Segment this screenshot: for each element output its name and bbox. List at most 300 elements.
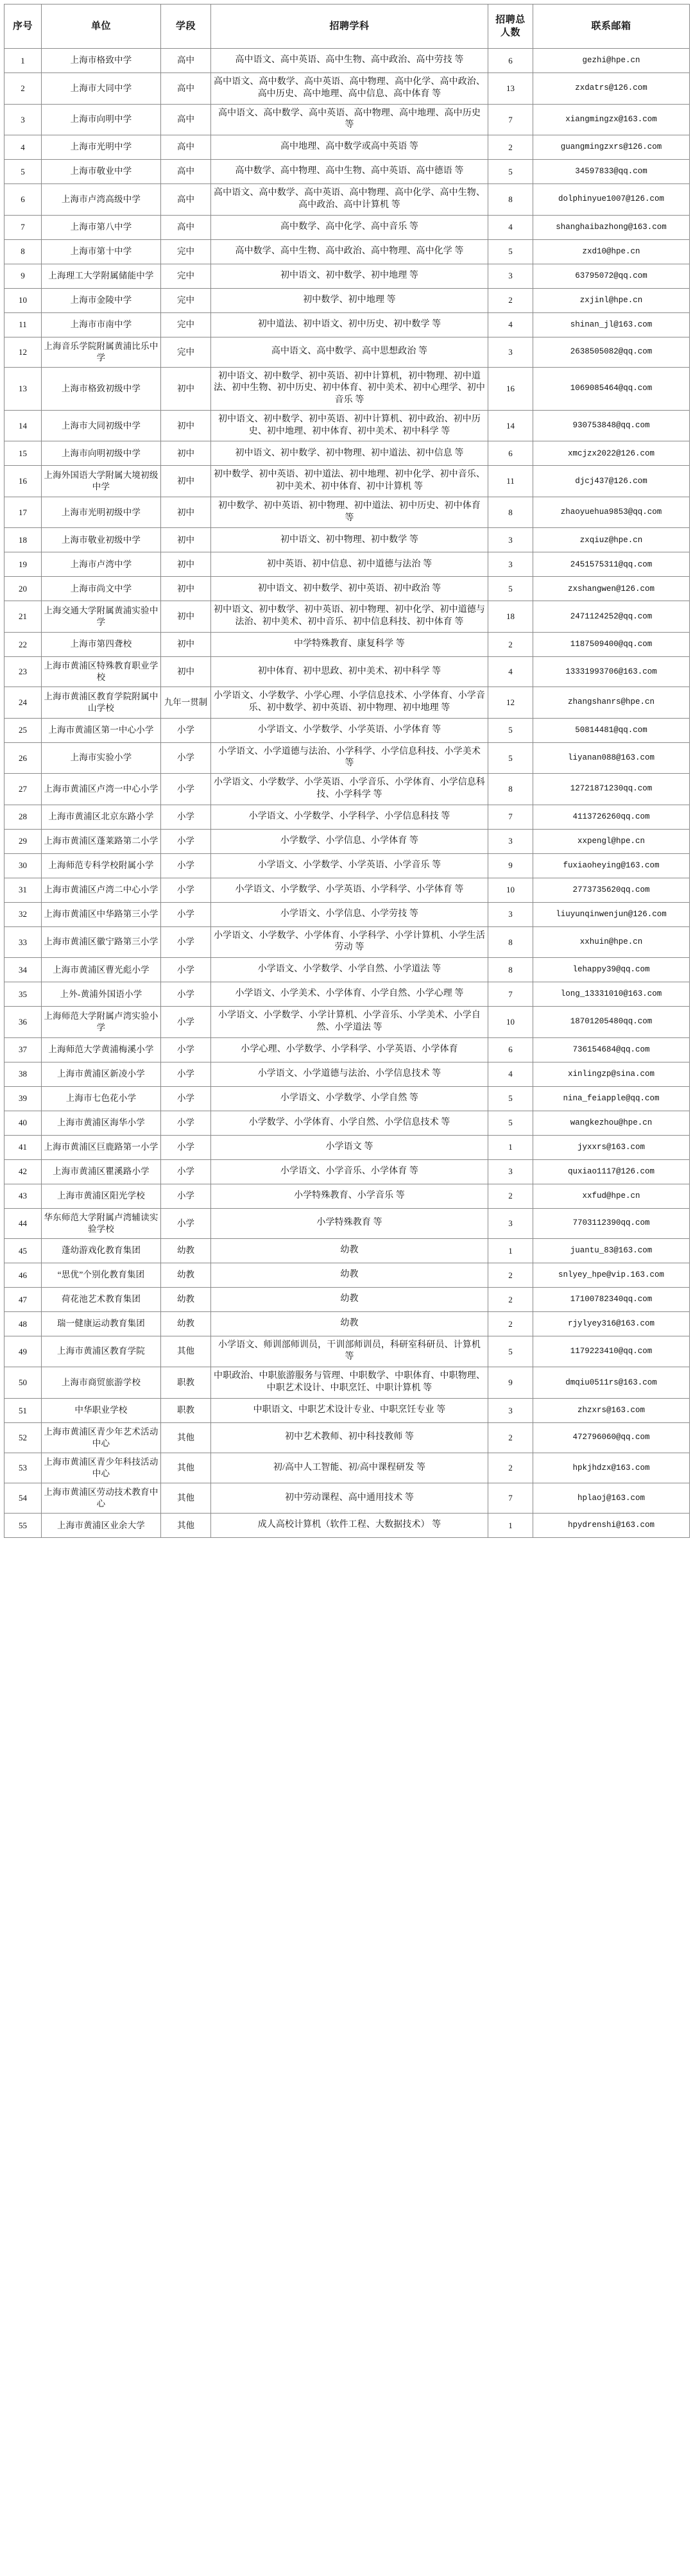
table-row (4, 466, 690, 497)
column-header-email: 联系邮箱 (533, 4, 690, 49)
cell-email: shinan_jl@163.com (533, 312, 690, 337)
cell-subject: 中学特殊教育、康复科学 等 (211, 632, 488, 656)
cell-subject: 成人高校计算机（软件工程、大数据技术） 等 (211, 1514, 488, 1538)
table-row (4, 656, 690, 687)
cell-unit: 上海市格致初级中学 (42, 367, 161, 410)
cell-unit: 上海市黄浦区劳动技术教育中心 (42, 1483, 161, 1514)
cell-unit: 上海市光明中学 (42, 135, 161, 160)
cell-email: rjylyey316@163.com (533, 1311, 690, 1336)
cell-seq: 44 (4, 1208, 42, 1238)
cell-count: 5 (488, 239, 533, 264)
cell-unit: 上海市大同初级中学 (42, 410, 161, 441)
cell-count: 2 (488, 288, 533, 312)
cell-stage: 小学 (161, 1062, 211, 1086)
cell-subject: 小学数学、小学信息、小学体育 等 (211, 829, 488, 853)
column-header-stage: 学段 (161, 4, 211, 49)
table-row (4, 1086, 690, 1111)
cell-seq: 27 (4, 774, 42, 805)
cell-subject: 高中语文、高中数学、高中英语、高中物理、高中化学、高中生物、高中政治、高中计算机 等 (211, 184, 488, 216)
cell-count: 7 (488, 982, 533, 1007)
table-row (4, 135, 690, 160)
cell-count: 10 (488, 1007, 533, 1038)
cell-subject: 中职语文、中职艺术设计专业、中职烹饪专业 等 (211, 1398, 488, 1422)
cell-subject: 小学语文、小学数学、小学自然 等 (211, 1086, 488, 1111)
cell-count: 5 (488, 160, 533, 184)
cell-seq: 47 (4, 1287, 42, 1311)
cell-email: guangmingzxrs@126.com (533, 135, 690, 160)
cell-seq: 42 (4, 1159, 42, 1184)
cell-count: 2 (488, 1184, 533, 1208)
cell-unit: 上海市黄浦区中华路第三小学 (42, 902, 161, 926)
cell-count: 1 (488, 1135, 533, 1159)
table-row (4, 774, 690, 805)
cell-count: 18 (488, 601, 533, 633)
cell-seq: 12 (4, 337, 42, 367)
cell-email: long_13331010@163.com (533, 982, 690, 1007)
cell-unit: 瑞一健康运动教育集团 (42, 1311, 161, 1336)
cell-stage: 小学 (161, 1184, 211, 1208)
cell-count: 3 (488, 528, 533, 552)
cell-subject: 初中艺术教师、初中科技教师 等 (211, 1422, 488, 1453)
table-row (4, 1263, 690, 1287)
cell-count: 5 (488, 742, 533, 774)
cell-email: 2471124252@qq.com (533, 601, 690, 633)
table-row (4, 1311, 690, 1336)
cell-subject: 初中语文、初中数学、初中地理 等 (211, 264, 488, 288)
table-row (4, 239, 690, 264)
cell-seq: 11 (4, 312, 42, 337)
cell-seq: 6 (4, 184, 42, 216)
cell-unit: 上海市黄浦区曹光彪小学 (42, 958, 161, 982)
cell-stage: 初中 (161, 497, 211, 528)
cell-stage: 初中 (161, 577, 211, 601)
cell-stage: 初中 (161, 552, 211, 577)
cell-email: zxshangwen@126.com (533, 577, 690, 601)
table-row (4, 1208, 690, 1238)
cell-email: zxdatrs@126.com (533, 73, 690, 105)
cell-email: 2638505082@qq.com (533, 337, 690, 367)
cell-seq: 30 (4, 853, 42, 878)
cell-unit: 上海市黄浦区巨鹿路第一小学 (42, 1135, 161, 1159)
cell-subject: 小学语文、小学数学、小学计算机、小学音乐、小学美术、小学自然、小学道法 等 (211, 1007, 488, 1038)
cell-count: 5 (488, 1111, 533, 1135)
table-row (4, 577, 690, 601)
cell-count: 7 (488, 104, 533, 135)
cell-email: xxfud@hpe.cn (533, 1184, 690, 1208)
cell-stage: 小学 (161, 742, 211, 774)
cell-count: 5 (488, 1086, 533, 1111)
cell-subject: 高中语文、高中数学、高中英语、高中物理、高中地理、高中历史 等 (211, 104, 488, 135)
cell-count: 3 (488, 552, 533, 577)
cell-unit: 上海市格致中学 (42, 49, 161, 73)
table-row (4, 73, 690, 105)
cell-subject: 小学语文、小学美术、小学体育、小学自然、小学心理 等 (211, 982, 488, 1007)
cell-subject: 初中语文、初中数学、初中英语、初中计算机、初中政治、初中历史、初中地理、初中体育、初中美术、初中科学 等 (211, 410, 488, 441)
table-row (4, 528, 690, 552)
cell-stage: 初中 (161, 656, 211, 687)
cell-count: 7 (488, 805, 533, 829)
cell-unit: 上海理工大学附属储能中学 (42, 264, 161, 288)
cell-stage: 九年一贯制 (161, 687, 211, 719)
cell-stage: 小学 (161, 718, 211, 742)
cell-subject: 小学语文、小学数学、小学英语、小学音乐、小学体育、小学信息科技、小学科学 等 (211, 774, 488, 805)
cell-count: 4 (488, 1062, 533, 1086)
cell-stage: 高中 (161, 49, 211, 73)
cell-email: xinlingzp@sina.com (533, 1062, 690, 1086)
cell-unit: 上海市黄浦区瞿溪路小学 (42, 1159, 161, 1184)
cell-email: hpkjhdzx@163.com (533, 1453, 690, 1483)
cell-count: 2 (488, 1263, 533, 1287)
cell-seq: 45 (4, 1238, 42, 1263)
cell-email: jyxxrs@163.com (533, 1135, 690, 1159)
cell-email: 7703112390qq.com (533, 1208, 690, 1238)
cell-seq: 40 (4, 1111, 42, 1135)
table-row (4, 337, 690, 367)
cell-seq: 38 (4, 1062, 42, 1086)
table-row (4, 367, 690, 410)
cell-stage: 小学 (161, 1208, 211, 1238)
cell-unit: 上海市黄浦区青少年科技活动中心 (42, 1453, 161, 1483)
cell-subject: 初中数学、初中地理 等 (211, 288, 488, 312)
column-header-count-line2: 人数 (500, 28, 520, 38)
cell-stage: 初中 (161, 601, 211, 633)
cell-seq: 28 (4, 805, 42, 829)
cell-stage: 其他 (161, 1336, 211, 1367)
cell-seq: 33 (4, 926, 42, 958)
cell-count: 2 (488, 1453, 533, 1483)
cell-count: 11 (488, 466, 533, 497)
cell-subject: 幼教 (211, 1263, 488, 1287)
cell-seq: 51 (4, 1398, 42, 1422)
cell-email: dolphinyue1007@126.com (533, 184, 690, 216)
cell-unit: 上海市黄浦区新凌小学 (42, 1062, 161, 1086)
cell-email: zhzxrs@163.com (533, 1398, 690, 1422)
cell-stage: 小学 (161, 1037, 211, 1062)
table-row (4, 632, 690, 656)
cell-subject: 初中英语、初中信息、初中道德与法治 等 (211, 552, 488, 577)
table-row (4, 1037, 690, 1062)
cell-seq: 9 (4, 264, 42, 288)
cell-count: 3 (488, 829, 533, 853)
cell-count: 8 (488, 184, 533, 216)
cell-stage: 初中 (161, 528, 211, 552)
table-row (4, 902, 690, 926)
table-row (4, 1514, 690, 1538)
cell-subject: 小学语文、小学数学、小学英语、小学音乐 等 (211, 853, 488, 878)
cell-seq: 50 (4, 1367, 42, 1399)
cell-stage: 小学 (161, 774, 211, 805)
cell-email: 930753848@qq.com (533, 410, 690, 441)
cell-email: wangkezhou@hpe.cn (533, 1111, 690, 1135)
cell-seq: 1 (4, 49, 42, 73)
cell-count: 5 (488, 1336, 533, 1367)
cell-count: 4 (488, 215, 533, 239)
cell-subject: 小学语文、小学数学、小学英语、小学科学、小学体育 等 (211, 878, 488, 902)
table-row (4, 1336, 690, 1367)
cell-email: liuyunqinwenjun@126.com (533, 902, 690, 926)
table-body (4, 49, 690, 1538)
cell-unit: 蓬幼游戏化教育集团 (42, 1238, 161, 1263)
column-header-count (488, 4, 533, 49)
cell-count: 8 (488, 958, 533, 982)
cell-stage: 小学 (161, 1086, 211, 1111)
cell-seq: 3 (4, 104, 42, 135)
table-row (4, 1367, 690, 1399)
cell-count: 2 (488, 1287, 533, 1311)
cell-count: 6 (488, 1037, 533, 1062)
cell-seq: 46 (4, 1263, 42, 1287)
cell-unit: 上海市市南中学 (42, 312, 161, 337)
cell-unit: 上海市卢湾中学 (42, 552, 161, 577)
cell-stage: 其他 (161, 1514, 211, 1538)
cell-subject: 初中语文、初中数学、初中英语、初中计算机，初中物理、初中道法、初中生物、初中历史、初中体育、初中美术、初中心理学、初中音乐 等 (211, 367, 488, 410)
cell-subject: 小学数学、小学体育、小学自然、小学信息技术 等 (211, 1111, 488, 1135)
cell-stage: 初中 (161, 367, 211, 410)
cell-subject: 小学语文、小学道德与法治、小学科学、小学信息科技、小学美术 等 (211, 742, 488, 774)
cell-seq: 37 (4, 1037, 42, 1062)
cell-subject: 小学语文 等 (211, 1135, 488, 1159)
cell-unit: 上海市黄浦区徽宁路第三小学 (42, 926, 161, 958)
cell-email: hpydrenshi@163.com (533, 1514, 690, 1538)
cell-email: 4113726260qq.com (533, 805, 690, 829)
cell-subject: 幼教 (211, 1238, 488, 1263)
cell-unit: 上海师范大学黄浦梅溪小学 (42, 1037, 161, 1062)
cell-email: xiangmingzx@163.com (533, 104, 690, 135)
cell-stage: 其他 (161, 1483, 211, 1514)
cell-email: snlyey_hpe@vip.163.com (533, 1263, 690, 1287)
cell-email: zhaoyuehua9853@qq.com (533, 497, 690, 528)
cell-stage: 职教 (161, 1398, 211, 1422)
cell-email: 2451575311@qq.com (533, 552, 690, 577)
cell-unit: 上海外国语大学附属大境初级中学 (42, 466, 161, 497)
cell-count: 8 (488, 774, 533, 805)
cell-email: liyanan088@163.com (533, 742, 690, 774)
cell-stage: 初中 (161, 410, 211, 441)
cell-count: 12 (488, 687, 533, 719)
cell-subject: 高中数学、高中化学、高中音乐 等 (211, 215, 488, 239)
cell-count: 3 (488, 264, 533, 288)
table-header (4, 4, 690, 49)
cell-seq: 22 (4, 632, 42, 656)
cell-count: 6 (488, 49, 533, 73)
cell-subject: 高中语文、高中数学、高中英语、高中物理、高中化学、高中政治、高中历史、高中地理、高中信息、高中体育 等 (211, 73, 488, 105)
cell-email: 17100782340qq.com (533, 1287, 690, 1311)
cell-count: 7 (488, 1483, 533, 1514)
table-row (4, 184, 690, 216)
cell-email: 1187509400@qq.com (533, 632, 690, 656)
cell-email: 12721871230qq.com (533, 774, 690, 805)
cell-unit: 上海市金陵中学 (42, 288, 161, 312)
cell-subject: 小学语文、小学信息、小学劳技 等 (211, 902, 488, 926)
table-row (4, 805, 690, 829)
cell-stage: 小学 (161, 1159, 211, 1184)
cell-seq: 39 (4, 1086, 42, 1111)
column-header-subject: 招聘学科 (211, 4, 488, 49)
cell-count: 3 (488, 1159, 533, 1184)
cell-stage: 小学 (161, 902, 211, 926)
cell-email: 472796060@qq.com (533, 1422, 690, 1453)
cell-count: 3 (488, 1398, 533, 1422)
cell-stage: 幼教 (161, 1311, 211, 1336)
cell-email: djcj437@126.com (533, 466, 690, 497)
cell-email: xxpengl@hpe.cn (533, 829, 690, 853)
cell-count: 3 (488, 902, 533, 926)
table-row (4, 312, 690, 337)
table-row (4, 958, 690, 982)
cell-count: 2 (488, 632, 533, 656)
cell-email: 34597833@qq.com (533, 160, 690, 184)
table-row (4, 1135, 690, 1159)
cell-stage: 幼教 (161, 1263, 211, 1287)
cell-stage: 小学 (161, 1007, 211, 1038)
cell-unit: 上海市黄浦区阳光学校 (42, 1184, 161, 1208)
cell-stage: 小学 (161, 829, 211, 853)
cell-stage: 其他 (161, 1453, 211, 1483)
table-row (4, 288, 690, 312)
cell-subject: 小学心理、小学数学、小学科学、小学英语、小学体育 (211, 1037, 488, 1062)
cell-email: 13331993706@163.com (533, 656, 690, 687)
cell-count: 3 (488, 337, 533, 367)
cell-count: 2 (488, 1311, 533, 1336)
cell-seq: 4 (4, 135, 42, 160)
cell-unit: 上海市黄浦区卢湾一中心小学 (42, 774, 161, 805)
cell-seq: 49 (4, 1336, 42, 1367)
cell-seq: 54 (4, 1483, 42, 1514)
cell-seq: 55 (4, 1514, 42, 1538)
cell-subject: 初中劳动课程、高中通用技术 等 (211, 1483, 488, 1514)
cell-unit: 上海市第十中学 (42, 239, 161, 264)
cell-stage: 初中 (161, 441, 211, 466)
cell-stage: 高中 (161, 215, 211, 239)
cell-seq: 13 (4, 367, 42, 410)
cell-stage: 小学 (161, 1111, 211, 1135)
cell-count: 16 (488, 367, 533, 410)
table-row (4, 687, 690, 719)
cell-subject: 小学语文、小学数学、小学英语、小学体育 等 (211, 718, 488, 742)
cell-unit: 上海市黄浦区第一中心小学 (42, 718, 161, 742)
cell-seq: 10 (4, 288, 42, 312)
cell-email: quxiao1117@126.com (533, 1159, 690, 1184)
cell-stage: 小学 (161, 1135, 211, 1159)
cell-count: 2 (488, 135, 533, 160)
cell-subject: 小学语文、小学数学、小学体育、小学科学、小学计算机、小学生活劳动 等 (211, 926, 488, 958)
cell-email: fuxiaoheying@163.com (533, 853, 690, 878)
cell-seq: 32 (4, 902, 42, 926)
cell-count: 3 (488, 1208, 533, 1238)
cell-seq: 52 (4, 1422, 42, 1453)
cell-count: 5 (488, 577, 533, 601)
cell-email: shanghaibazhong@163.com (533, 215, 690, 239)
cell-email: zhangshanrs@hpe.cn (533, 687, 690, 719)
cell-stage: 小学 (161, 926, 211, 958)
cell-count: 8 (488, 497, 533, 528)
cell-count: 4 (488, 312, 533, 337)
cell-subject: 初中数学、初中英语、初中物理、初中道法、初中历史、初中体育 等 (211, 497, 488, 528)
cell-unit: 上海音乐学院附属黄浦比乐中学 (42, 337, 161, 367)
cell-email: hplaoj@163.com (533, 1483, 690, 1514)
table-row (4, 264, 690, 288)
cell-seq: 31 (4, 878, 42, 902)
cell-subject: 小学语文、小学数学、小学自然、小学道法 等 (211, 958, 488, 982)
cell-seq: 35 (4, 982, 42, 1007)
cell-subject: 小学语文、小学数学、小学科学、小学信息科技 等 (211, 805, 488, 829)
table-row (4, 552, 690, 577)
cell-subject: 小学语文、小学道德与法治、小学信息技术 等 (211, 1062, 488, 1086)
cell-unit: 上海市向明中学 (42, 104, 161, 135)
table-row (4, 853, 690, 878)
cell-unit: 上海市第八中学 (42, 215, 161, 239)
header-row (4, 4, 690, 49)
cell-seq: 19 (4, 552, 42, 577)
table-row (4, 1062, 690, 1086)
cell-stage: 小学 (161, 878, 211, 902)
cell-unit: 上海市黄浦区蓬莱路第二小学 (42, 829, 161, 853)
cell-seq: 8 (4, 239, 42, 264)
cell-count: 8 (488, 926, 533, 958)
cell-unit: 中华职业学校 (42, 1398, 161, 1422)
cell-email: xxhuin@hpe.cn (533, 926, 690, 958)
cell-subject: 初中道法、初中语文、初中历史、初中数学 等 (211, 312, 488, 337)
cell-subject: 高中语文、高中英语、高中生物、高中政治、高中劳技 等 (211, 49, 488, 73)
cell-subject: 初中语文、初中数学、初中物理、初中道法、初中信息 等 (211, 441, 488, 466)
cell-stage: 小学 (161, 853, 211, 878)
column-header-seq: 序号 (4, 4, 42, 49)
cell-subject: 初中语文、初中物理、初中数学 等 (211, 528, 488, 552)
cell-count: 13 (488, 73, 533, 105)
cell-seq: 16 (4, 466, 42, 497)
cell-seq: 17 (4, 497, 42, 528)
cell-unit: 上海市黄浦区北京东路小学 (42, 805, 161, 829)
cell-unit: 上海市向明初级中学 (42, 441, 161, 466)
cell-unit: 上海市七色花小学 (42, 1086, 161, 1111)
table-row (4, 497, 690, 528)
cell-count: 1 (488, 1238, 533, 1263)
cell-stage: 职教 (161, 1367, 211, 1399)
table-row (4, 160, 690, 184)
column-header-count-line1: 招聘总 (495, 14, 526, 25)
cell-email: 1179223410@qq.com (533, 1336, 690, 1367)
cell-unit: 上海交通大学附属黄浦实验中学 (42, 601, 161, 633)
cell-seq: 21 (4, 601, 42, 633)
cell-seq: 18 (4, 528, 42, 552)
cell-seq: 26 (4, 742, 42, 774)
cell-stage: 小学 (161, 958, 211, 982)
cell-email: 1069085464@qq.com (533, 367, 690, 410)
cell-stage: 小学 (161, 805, 211, 829)
cell-unit: 上海师范专科学校附属小学 (42, 853, 161, 878)
cell-seq: 15 (4, 441, 42, 466)
cell-seq: 43 (4, 1184, 42, 1208)
cell-subject: 小学语文、师训部师训员，干训部师训员，科研室科研员、计算机 等 (211, 1336, 488, 1367)
cell-stage: 高中 (161, 73, 211, 105)
cell-unit: “思优”个别化教育集团 (42, 1263, 161, 1287)
cell-unit: 上海市尚文中学 (42, 577, 161, 601)
table-row (4, 742, 690, 774)
cell-email: 736154684@qq.com (533, 1037, 690, 1062)
table-row (4, 49, 690, 73)
cell-email: 50814481@qq.com (533, 718, 690, 742)
cell-subject: 小学特殊教育、小学音乐 等 (211, 1184, 488, 1208)
table-row (4, 1398, 690, 1422)
cell-subject: 初中语文、初中数学、初中英语、初中政治 等 (211, 577, 488, 601)
cell-unit: 上海师范大学附属卢湾实验小学 (42, 1007, 161, 1038)
cell-seq: 41 (4, 1135, 42, 1159)
cell-subject: 中职政治、中职旅游服务与管理、中职数学、中职体育、中职物理、中职艺术设计、中职烹饪、中职计算机 等 (211, 1367, 488, 1399)
cell-unit: 上海市敬业初级中学 (42, 528, 161, 552)
table-row (4, 215, 690, 239)
cell-unit: 上海市敬业中学 (42, 160, 161, 184)
column-header-unit: 单位 (42, 4, 161, 49)
